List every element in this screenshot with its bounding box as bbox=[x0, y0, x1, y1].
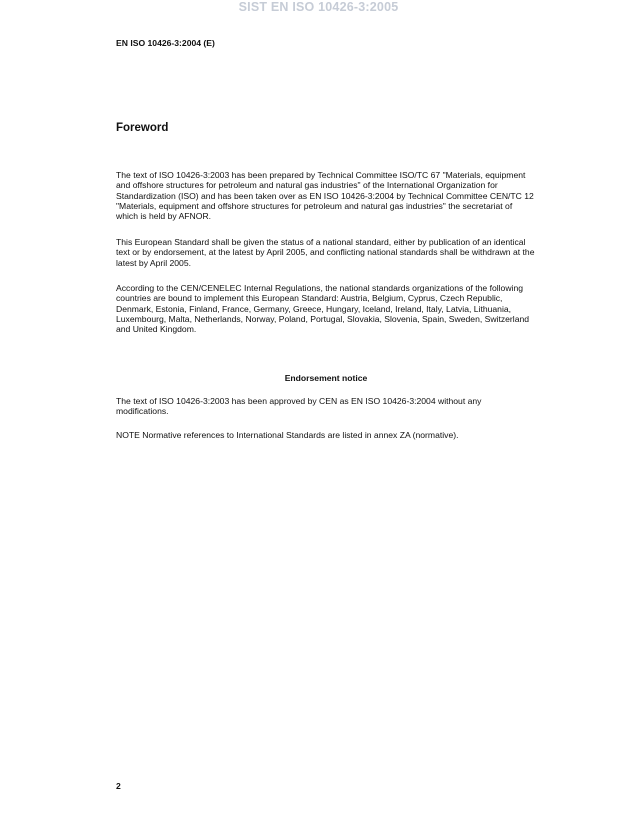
endorsement-paragraph: The text of ISO 10426-3:2003 has been approved by CEN as EN ISO 10426-3:2004 without any modifications. bbox=[116, 396, 482, 417]
foreword-paragraph-3: According to the CEN/CENELEC Internal Regulations, the national standards organizations of the following countries are bound to implement this European Standard: Austria, Belgium, Cyprus, Czech Republic, Denmark, Estonia, Finland, France, Germany, Greece, Hungary, Iceland, Ireland, Italy, Latvia, Lithuania, Luxembourg, Malta, Netherlands, Norway, Poland, Portugal, Slovakia, Slovenia, Spain, Sweden, Switzerland and United Kingdom. bbox=[116, 283, 530, 335]
normative-references-note: NOTE Normative references to International Standards are listed in annex ZA (normative). bbox=[116, 430, 459, 440]
watermark: SIST EN ISO 10426-3:2005 bbox=[238, 0, 399, 14]
foreword-heading: Foreword bbox=[116, 122, 169, 134]
foreword-paragraph-1: The text of ISO 10426-3:2003 has been prepared by Technical Committee ISO/TC 67 "Materials, equipment and offshore structures for petroleum and natural gas industries" of the International Organization for Standardization (ISO) and has been taken over as EN ISO 10426-3:2004 by Technical Committee CEN/TC 12 "Materials, equipment and offshore structures for petroleum and natural gas industries" the secretariat of which is held by AFNOR. bbox=[116, 170, 534, 222]
foreword-paragraph-2: This European Standard shall be given the status of a national standard, either by publication of an identical text or by endorsement, at the latest by April 2005, and conflicting national standards shall be withdrawn at the latest by April 2005. bbox=[116, 237, 535, 268]
page-number: 2 bbox=[116, 781, 121, 791]
endorsement-notice-heading: Endorsement notice bbox=[284, 373, 368, 383]
document-identifier: EN ISO 10426-3:2004 (E) bbox=[116, 38, 215, 48]
